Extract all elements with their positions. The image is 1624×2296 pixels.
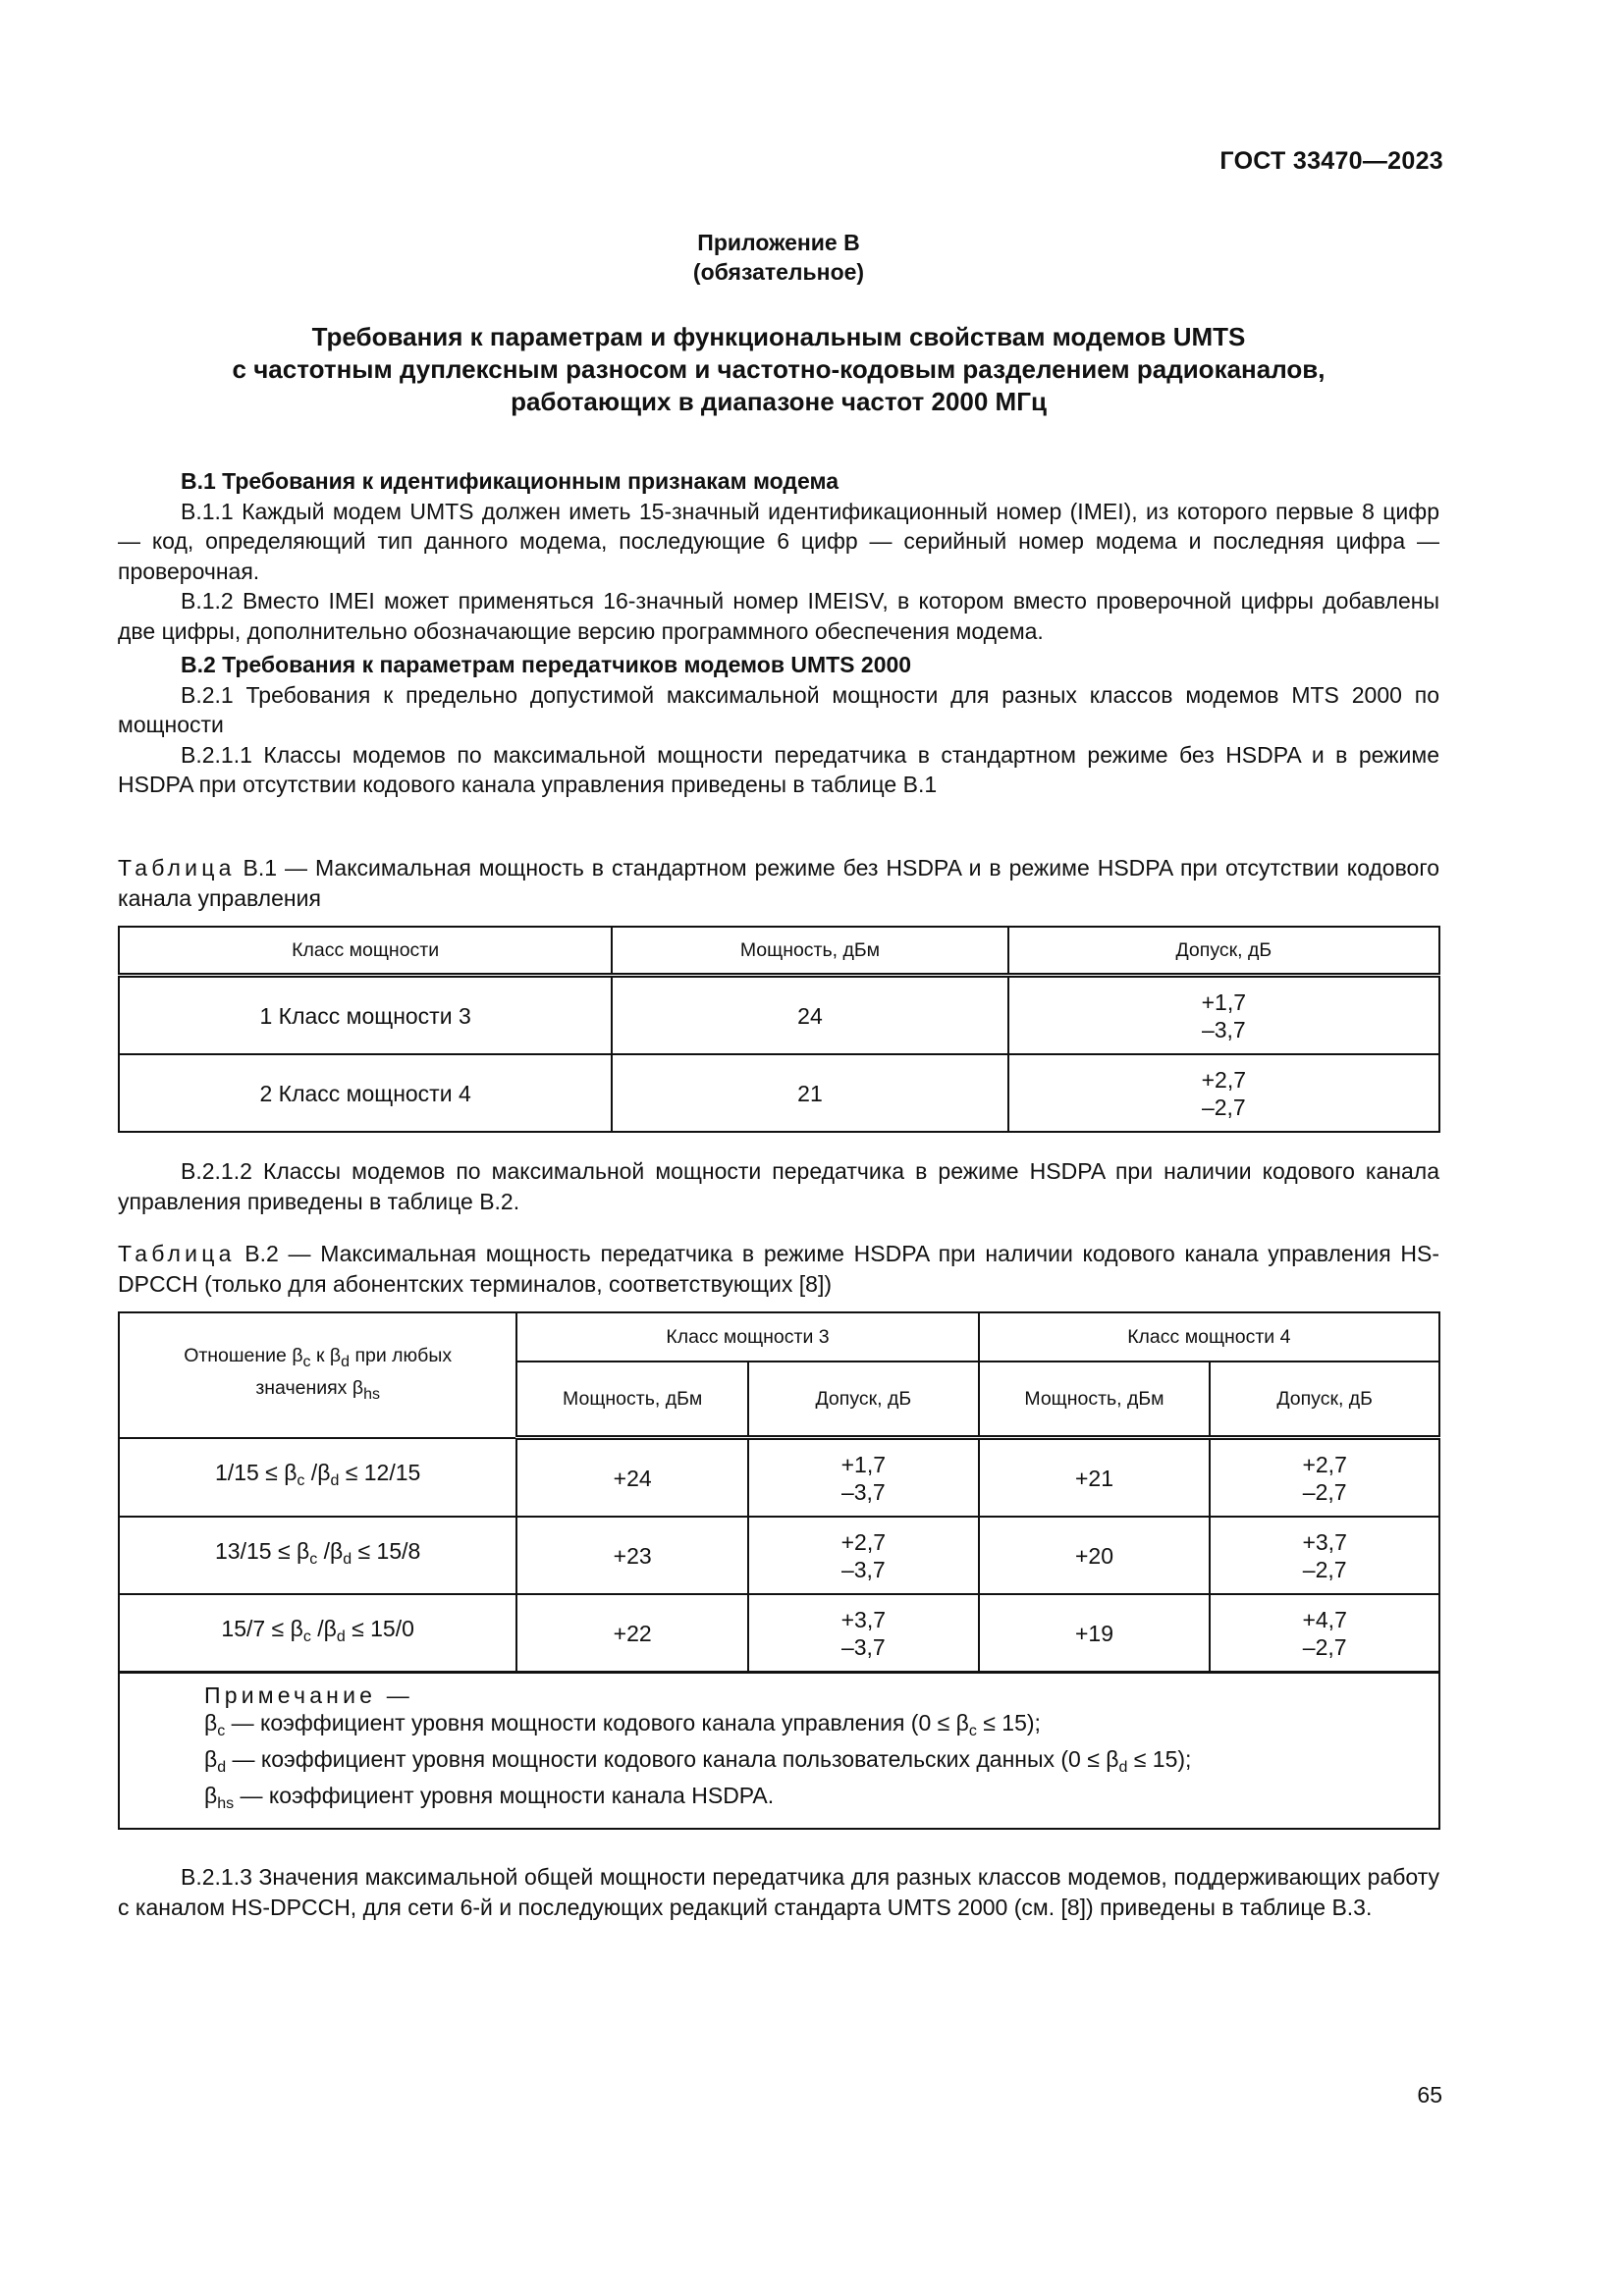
- tolerance-cell: +3,7 –2,7: [1210, 1517, 1439, 1594]
- table-row: [119, 1054, 1439, 1132]
- column-header: Допуск, дБ: [1008, 927, 1439, 976]
- column-header: Мощность, дБм: [612, 927, 1007, 976]
- table-label: Таблица: [118, 1241, 236, 1266]
- page-number: 65: [1417, 2082, 1442, 2108]
- tolerance-cell: +2,7 –2,7: [1210, 1438, 1439, 1518]
- tolerance-cell: +4,7 –2,7: [1210, 1594, 1439, 1673]
- paragraph: В.1.1 Каждый модем UMTS должен иметь 15-значный идентификационный номер (IMEI), из которого первые 8 цифр — код, определяющий тип данного модема, последующие 6 цифр — серийный номер модема и последняя цифра — проверочная.: [118, 498, 1439, 584]
- power-cell: +23: [516, 1517, 748, 1594]
- table-1-caption: [118, 853, 1439, 913]
- column-header: Класс мощности: [119, 927, 612, 976]
- class-cell: 2 Класс мощности 4: [119, 1054, 612, 1132]
- table-note: [119, 1673, 1439, 1830]
- paragraph: В.1.2 Вместо IMEI может применяться 16-значный номер IMEISV, в котором вместо проверочной цифры добавлены две цифры, дополнительно обозначающие версию программного обеспечения модема.: [118, 588, 1439, 644]
- tolerance-cell: +1,7 –3,7: [748, 1438, 979, 1518]
- tolerance-header: Допуск, дБ: [1210, 1362, 1439, 1438]
- paragraph-b212: [118, 1156, 1439, 1216]
- table-label: Таблица: [118, 855, 236, 881]
- note-title: Примечание —: [204, 1682, 413, 1708]
- class-cell: 1 Класс мощности 3: [119, 976, 612, 1055]
- power-header: Мощность, дБм: [516, 1362, 748, 1438]
- class-4-header: Класс мощности 4: [979, 1312, 1439, 1362]
- table-row: [119, 976, 1439, 1055]
- note-row: [119, 1673, 1439, 1830]
- ratio-cell: $13/15 \le \beta_c$ $/\beta_d \le 15/8$: [119, 1517, 516, 1594]
- power-cell: +24: [516, 1438, 748, 1518]
- caption-text: В.2 — Максимальная мощность передатчика в режиме HSDPA при наличии кодового канала управления HS-DPCCH (только для абонентских терминалов, соответствующих [8]): [118, 1241, 1439, 1297]
- power-header: Мощность, дБм: [979, 1362, 1211, 1438]
- table-row: [119, 1438, 1439, 1518]
- note-line: $\beta_{hs}$ — коэффициент уровня мощности канала HSDPA.: [204, 1783, 775, 1812]
- annex-title: Приложение В: [697, 230, 860, 255]
- table-2-caption: [118, 1239, 1439, 1299]
- title-line: с частотным дуплексным разносом и частотно-кодовым разделением радиоканалов,: [232, 354, 1326, 384]
- table-1: [118, 926, 1440, 1133]
- power-cell: 21: [612, 1054, 1007, 1132]
- power-cell: +22: [516, 1594, 748, 1673]
- power-cell: +20: [979, 1517, 1211, 1594]
- caption-text: В.1 — Максимальная мощность в стандартном режиме без HSDPA и в режиме HSDPA при отсутствии кодового канала управления: [118, 855, 1439, 911]
- standard-code: ГОСТ 33470—2023: [1219, 147, 1443, 175]
- power-cell: +19: [979, 1594, 1211, 1673]
- title-line: Требования к параметрам и функциональным свойствам модемов UMTS: [311, 322, 1246, 351]
- tolerance-cell: +3,7 –3,7: [748, 1594, 979, 1673]
- ratio-cell: $1/15 \le \beta_c$ $/\beta_d \le 12/15$: [119, 1438, 516, 1518]
- power-cell: +21: [979, 1438, 1211, 1518]
- paragraph: В.2.1 Требования к предельно допустимой максимальной мощности для разных классов модемов MTS 2000 по мощности: [118, 681, 1439, 737]
- title-line: работающих в диапазоне частот 2000 МГц: [511, 387, 1047, 416]
- ratio-cell: $15/7 \le \beta_c$ $/\beta_d \le 15/0$: [119, 1594, 516, 1673]
- section-1: [118, 466, 1439, 800]
- tolerance-header: Допуск, дБ: [748, 1362, 979, 1438]
- note-line: $\beta_d$ — коэффициент уровня мощности кодового канала пользовательских данных $(0 \le \beta_d \le 15)$;: [204, 1746, 1192, 1776]
- document-title: [118, 321, 1439, 418]
- paragraph-b213: [118, 1862, 1439, 1922]
- paragraph: В.2.1.1 Классы модемов по максимальной мощности передатчика в стандартном режиме без HSDPA и в режиме HSDPA при отсутствии кодового канала управления приведены в таблице В.1: [118, 741, 1439, 797]
- paragraph: В.2.1.2 Классы модемов по максимальной мощности передатчика в режиме HSDPA при наличии кодового канала управления приведены в таблице В.2.: [118, 1158, 1439, 1214]
- paragraph: В.2.1.3 Значения максимальной общей мощности передатчика для разных классов модемов, поддерживающих работу с каналом HS-DPCCH, для сети 6-й и последующих редакций стандарта UMTS 2000 (см. [8]) приведены в таблице В.3.: [118, 1864, 1439, 1920]
- section-heading: В.1 Требования к идентификационным признакам модема: [181, 468, 839, 494]
- table-2: [118, 1311, 1440, 1830]
- tolerance-cell: +1,7 –3,7: [1008, 976, 1439, 1055]
- class-3-header: Класс мощности 3: [516, 1312, 978, 1362]
- ratio-header: Отношение $\beta_c$ к $\beta_d$ при любых значениях $\beta_{hs}$: [119, 1312, 516, 1438]
- annex-status: (обязательное): [692, 259, 865, 285]
- table-row: [119, 1594, 1439, 1673]
- tolerance-cell: +2,7 –3,7: [748, 1517, 979, 1594]
- section-heading: В.2 Требования к параметрам передатчиков модемов UMTS 2000: [181, 652, 912, 677]
- note-line: $\beta_c$ — коэффициент уровня мощности кодового канала управления $(0 \le \beta_c \le 15)$;: [204, 1710, 1041, 1739]
- tolerance-cell: +2,7 –2,7: [1008, 1054, 1439, 1132]
- annex-heading: [118, 228, 1439, 287]
- table-row: [119, 1517, 1439, 1594]
- power-cell: 24: [612, 976, 1007, 1055]
